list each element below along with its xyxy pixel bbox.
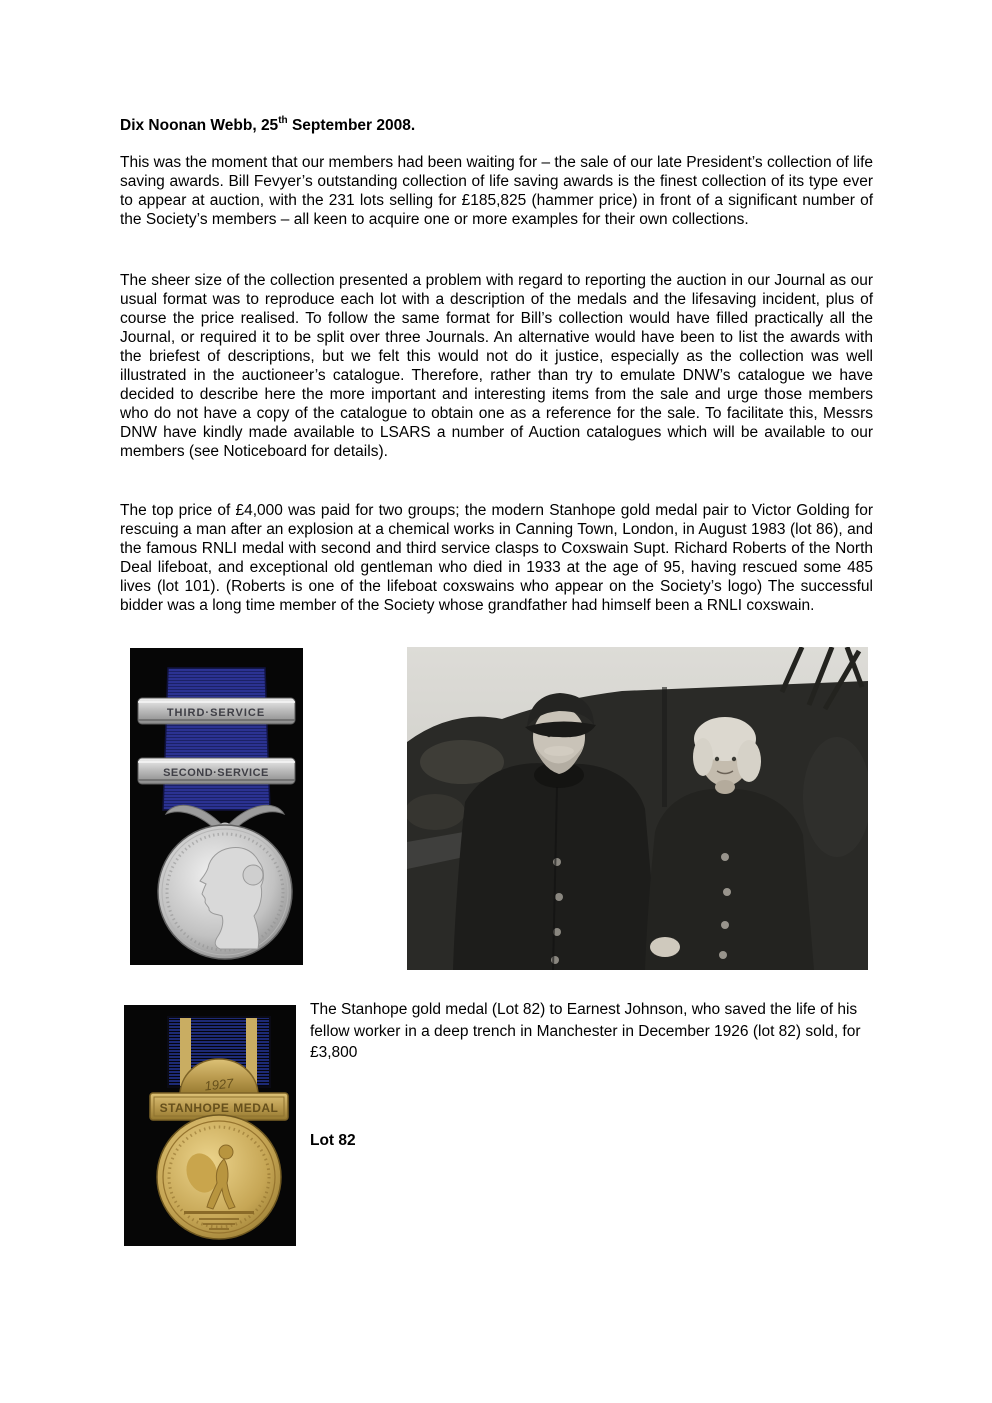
stanhope-bar-label: STANHOPE MEDAL <box>159 1101 279 1115</box>
lot-number-label: Lot 82 <box>310 1132 356 1149</box>
stanhope-medal-illustration <box>124 1005 296 1246</box>
paragraph-top-price: The top price of £4,000 was paid for two groups; the modern Stanhope gold medal pair to Victor Golding for rescuing a man after an explosion at a chemical works in Canning Town, London, in August 1983 (lot 86), and the famous RNLI medal with second and third service clasps to Coxswain Supt. Richard Roberts of the North Deal lifeboat, and exceptional old gentleman who died in 1933 at the age of 95, having rescued some 485 lives (lot 101). (Roberts is one of the lifeboat coxswains who appear on the Society’s logo) The successful bidder was a long time member of the Society whose grandfather had himself been a RNLI coxswain. <box>120 502 873 614</box>
paragraph-introduction: This was the moment that our members had been waiting for – the sale of our late President’s collection of life saving awards. Bill Fevyer’s outstanding collection of life saving awards is the finest collection of its type ever to appear at auction, with the 231 lots selling for £185,825 (hammer price) in front of a significant number of the Society’s members – all keen to acquire one or more examples for their own collections. <box>120 154 873 228</box>
title-rest: September 2008. <box>287 117 416 135</box>
elderly-couple-illustration <box>407 647 868 970</box>
gold-medal-disc <box>157 1115 281 1239</box>
man-hand <box>650 937 680 957</box>
year-label: 1927 <box>203 1075 235 1094</box>
medal-disc <box>158 825 292 959</box>
medal-ribbon <box>163 668 270 810</box>
clasp-third-service <box>138 698 295 724</box>
page-title <box>120 112 415 135</box>
clasp-third-label: THIRD·SERVICE <box>166 707 266 719</box>
rnli-medal-illustration <box>130 648 303 965</box>
paragraph-reporting-problem: The sheer size of the collection presented a problem with regard to reporting the auction in our Journal as our usual format was to reproduce each lot with a description of the medals and the lifesaving incident, plus of course the price realised. To follow the same format for Bill’s collection would have filled practically all the Journal, or required it to be split over three Journals. An alternative would have been to list the awards with the briefest of descriptions, but we felt this would not do it justice, especially as the collection was well illustrated in the auctioneer’s catalogue. Therefore, rather than try to emulate DNW’s catalogue we have decided to describe here the more important and interesting items from the sale and urge those members who do not have a copy of the catalogue to obtain one as a reference for the sale. To facilitate this, Messrs DNW have kindly made available to LSARS a number of Auction catalogues which will be available to our members (see Noticeboard for details). <box>120 272 873 460</box>
roberts-couple-photo <box>407 647 868 970</box>
title-ordinal-superscript: th <box>278 115 288 126</box>
stanhope-medal-photo <box>124 1005 296 1246</box>
woman-chin <box>715 780 735 794</box>
man-moustache <box>544 746 574 756</box>
stanhope-caption: The Stanhope gold medal (Lot 82) to Earnest Johnson, who saved the life of his fellow worker in a deep trench in Manchester in December 1926 (lot 82) sold, for £3,800 <box>310 1001 861 1061</box>
clasp-second-service <box>138 758 295 784</box>
clasp-second-label: SECOND·SERVICE <box>163 767 269 779</box>
title-main: Dix Noonan Webb, 25 <box>120 117 279 135</box>
rnli-medal-photo <box>130 648 303 965</box>
